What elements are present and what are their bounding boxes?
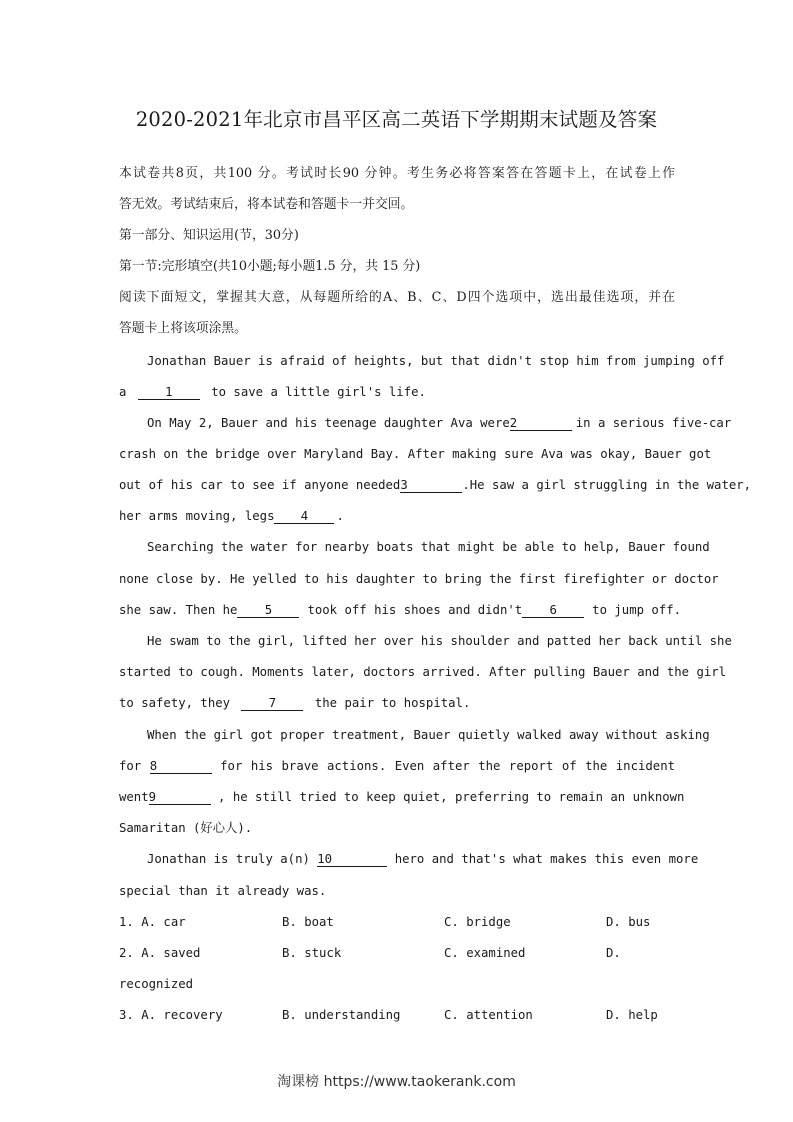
passage-line [119,476,752,494]
passage-text: .He saw a girl struggling in the water, [462,478,752,492]
blank-10: 10 [317,852,387,867]
passage-text: took off his shoes and didn't [307,603,523,617]
passage-line [119,383,675,401]
page-title: 2020-2021年北京市昌平区高二英语下学期期末试题及答案 [135,108,658,131]
passage-line: He swam to the girl, lifted her over his shoulder and patted her back until she [147,634,732,648]
question-2-option-b: B. stuck [282,946,342,960]
question-1-option-c: C. bridge [444,915,511,929]
passage-line [119,694,675,712]
passage-text: to save a little girl's life. [211,385,426,399]
blank-6: 6 [522,603,584,618]
question-2-option-d-text: recognized [119,977,194,991]
passage-text: her arms moving, legs [119,509,275,523]
passage-text: the pair to hospital. [314,696,471,710]
passage-line [119,507,675,525]
part-one-heading: 第一部分、知识运用(节，30分) [119,228,299,243]
passage-text: a [119,385,127,399]
question-3-option-c: C. attention [444,1008,533,1022]
passage-line: special than it already was. [119,884,327,898]
blank-5: 5 [237,603,299,618]
question-1-option-a: 1. A. car [119,915,186,929]
passage-line [119,850,699,868]
question-2-option-a: 2. A. saved [119,946,201,960]
passage-line [119,819,675,838]
blank-3: 3 [400,478,462,493]
question-2-option-c: C. examined [444,946,526,960]
passage-text: to jump off. [592,603,682,617]
passage-text: to safety, they [119,696,231,710]
footer-watermark: 淘课榜 https://www.taokerank.com [277,1074,516,1090]
passage-line [119,788,685,806]
intro-line-1: 本试卷共8页，共100 分。考试时长90 分钟。考生务必将答案答在答题卡上，在试卷上作 [119,166,675,181]
passage-text: for [119,759,142,773]
passage-line: none close by. He yelled to his daughter to bring the first firefighter or doctor [119,572,719,586]
passage-text: , he still tried to keep quiet, preferring to remain an unknown [218,790,685,804]
passage-text: in a serious five-car [575,416,732,430]
passage-text: Samaritan (好心人). [119,821,253,835]
passage-line: When the girl got proper treatment, Bauer quietly walked away without asking [147,728,710,742]
instruction-line-2: 答题卡上将该项涂黑。 [119,321,247,336]
instruction-line-1: 阅读下面短文，掌握其大意，从每题所给的A、B、C、D四个选项中，选出最佳选项，并在 [119,290,675,305]
blank-8: 8 [150,759,212,774]
question-3-option-b: B. understanding [282,1008,401,1022]
question-3-option-d: D. help [606,1008,658,1022]
question-1-option-d: D. bus [606,915,651,929]
passage-text: Jonathan is truly a(n) [147,852,310,866]
passage-text: hero and that's what makes this even more [394,852,699,866]
blank-7: 7 [241,696,303,711]
blank-4: 4 [274,509,334,524]
passage-text: she saw. Then he [119,603,238,617]
passage-line: started to cough. Moments later, doctors arrived. After pulling Bauer and the girl [119,665,727,679]
passage-text: went [119,790,149,804]
passage-line [119,757,675,775]
passage-text: On May 2, Bauer and his teenage daughter Ava were [147,416,510,430]
passage-text: for his brave actions. Even after the report of the incident [220,759,675,773]
question-1-option-b: B. boat [282,915,334,929]
passage-text: . [336,509,344,523]
blank-9: 9 [149,790,211,805]
intro-line-2: 答无效。考试结束后，将本试卷和答题卡一并交回。 [119,197,414,212]
passage-line [119,414,732,432]
question-2-option-d: D. [606,946,621,960]
passage-text: out of his car to see if anyone needed [119,478,401,492]
blank-2: 2 [510,416,572,431]
question-3-option-a: 3. A. recovery [119,1008,223,1022]
blank-1: 1 [138,385,200,400]
passage-line: Searching the water for nearby boats that might be able to help, Bauer found [147,540,710,554]
passage-line: Jonathan Bauer is afraid of heights, but that didn't stop him from jumping off [147,354,725,368]
passage-line [119,601,682,619]
section-one-heading: 第一节:完形填空(共10小题;每小题1.5 分，共 15 分) [119,259,421,274]
passage-line: crash on the bridge over Maryland Bay. After making sure Ava was okay, Bauer got [119,447,712,461]
